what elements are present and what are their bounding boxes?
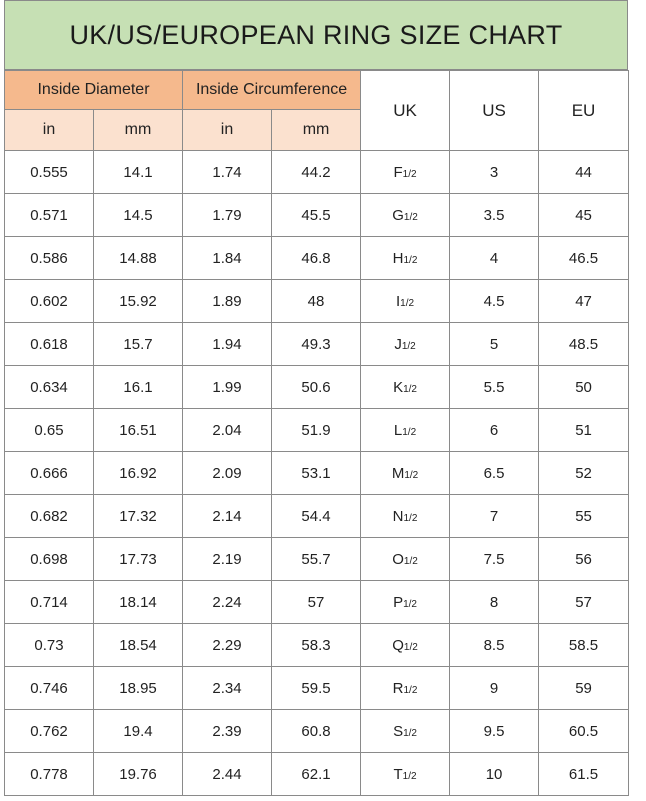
header-inside-diameter: Inside Diameter (5, 71, 183, 110)
uk-size-half: 1/2 (400, 297, 415, 309)
diameter-in-cell: 0.73 (5, 624, 94, 667)
diameter-in-cell: 0.714 (5, 581, 94, 624)
uk-size-letter: N (392, 507, 404, 525)
diameter-mm-cell: 16.1 (94, 366, 183, 409)
uk-size-half: 1/2 (403, 598, 417, 610)
eu-size-cell: 50 (539, 366, 629, 409)
table-row (5, 753, 629, 796)
circumference-in-cell: 2.34 (183, 667, 272, 710)
circumference-mm-cell: 58.3 (272, 624, 361, 667)
uk-size-half: 1/2 (403, 211, 418, 223)
us-size-cell: 10 (450, 753, 539, 796)
uk-size-letter: R (392, 679, 404, 697)
header-us: US (450, 71, 539, 151)
eu-size-cell: 52 (539, 452, 629, 495)
uk-size-letter: H (392, 249, 404, 267)
uk-size-half: 1/2 (403, 641, 418, 653)
circumference-mm-cell: 46.8 (272, 237, 361, 280)
diameter-in-cell: 0.762 (5, 710, 94, 753)
table-row (5, 323, 629, 366)
header-uk: UK (361, 71, 450, 151)
uk-size-letter: I (395, 292, 401, 310)
uk-size-cell (361, 495, 450, 538)
diameter-mm-cell: 17.73 (94, 538, 183, 581)
uk-size-letter: M (391, 464, 405, 482)
uk-size-letter: F (393, 163, 403, 181)
uk-size-letter: J (394, 335, 402, 353)
uk-size-cell (361, 667, 450, 710)
table-row (5, 366, 629, 409)
circumference-mm-cell: 60.8 (272, 710, 361, 753)
circumference-in-cell: 1.79 (183, 194, 272, 237)
uk-size-cell (361, 538, 450, 581)
diameter-mm-cell: 14.88 (94, 237, 183, 280)
diameter-mm-cell: 19.4 (94, 710, 183, 753)
uk-size-letter: G (392, 206, 404, 224)
table-row (5, 409, 629, 452)
eu-size-cell: 46.5 (539, 237, 629, 280)
us-size-cell: 9.5 (450, 710, 539, 753)
uk-size-half: 1/2 (403, 555, 418, 567)
uk-size-cell (361, 581, 450, 624)
circumference-in-cell: 2.44 (183, 753, 272, 796)
uk-size-cell (361, 409, 450, 452)
us-size-cell: 8 (450, 581, 539, 624)
uk-size-cell (361, 323, 450, 366)
diameter-mm-cell: 15.7 (94, 323, 183, 366)
us-size-cell: 9 (450, 667, 539, 710)
uk-size-half: 1/2 (404, 469, 419, 481)
circumference-mm-cell: 62.1 (272, 753, 361, 796)
circumference-in-cell: 2.14 (183, 495, 272, 538)
diameter-in-cell: 0.571 (5, 194, 94, 237)
diameter-mm-cell: 18.54 (94, 624, 183, 667)
circumference-mm-cell: 45.5 (272, 194, 361, 237)
circumference-in-cell: 2.39 (183, 710, 272, 753)
circumference-in-cell: 2.09 (183, 452, 272, 495)
circumference-in-cell: 2.29 (183, 624, 272, 667)
table-row (5, 710, 629, 753)
uk-size-letter: L (393, 421, 403, 439)
eu-size-cell: 58.5 (539, 624, 629, 667)
diameter-mm-cell: 15.92 (94, 280, 183, 323)
us-size-cell: 5.5 (450, 366, 539, 409)
table-row (5, 667, 629, 710)
circumference-mm-cell: 59.5 (272, 667, 361, 710)
uk-size-letter: S (393, 722, 404, 740)
circumference-in-cell: 1.74 (183, 151, 272, 194)
uk-size-letter: P (393, 593, 404, 611)
diameter-in-cell: 0.65 (5, 409, 94, 452)
uk-size-cell (361, 366, 450, 409)
ring-size-chart (4, 0, 628, 796)
eu-size-cell: 59 (539, 667, 629, 710)
header-circumference-in: in (183, 110, 272, 151)
table-row (5, 280, 629, 323)
eu-size-cell: 47 (539, 280, 629, 323)
circumference-mm-cell: 49.3 (272, 323, 361, 366)
header-inside-circumference: Inside Circumference (183, 71, 361, 110)
eu-size-cell: 51 (539, 409, 629, 452)
header-diameter-in: in (5, 110, 94, 151)
header-diameter-mm: mm (94, 110, 183, 151)
circumference-mm-cell: 57 (272, 581, 361, 624)
uk-size-letter: Q (392, 636, 404, 654)
uk-size-half: 1/2 (403, 512, 418, 524)
table-row (5, 151, 629, 194)
header-circumference-mm: mm (272, 110, 361, 151)
table-row (5, 194, 629, 237)
diameter-mm-cell: 19.76 (94, 753, 183, 796)
uk-size-half: 1/2 (402, 770, 417, 782)
diameter-mm-cell: 14.1 (94, 151, 183, 194)
uk-size-half: 1/2 (402, 168, 417, 180)
table-body (5, 151, 629, 796)
uk-size-half: 1/2 (403, 254, 418, 266)
us-size-cell: 7.5 (450, 538, 539, 581)
circumference-in-cell: 1.99 (183, 366, 272, 409)
diameter-mm-cell: 16.92 (94, 452, 183, 495)
eu-size-cell: 45 (539, 194, 629, 237)
circumference-in-cell: 1.94 (183, 323, 272, 366)
diameter-in-cell: 0.682 (5, 495, 94, 538)
uk-size-half: 1/2 (402, 426, 417, 438)
uk-size-letter: T (393, 765, 403, 783)
circumference-mm-cell: 53.1 (272, 452, 361, 495)
uk-size-cell (361, 753, 450, 796)
circumference-mm-cell: 51.9 (272, 409, 361, 452)
circumference-in-cell: 2.24 (183, 581, 272, 624)
diameter-in-cell: 0.586 (5, 237, 94, 280)
us-size-cell: 5 (450, 323, 539, 366)
table-row (5, 581, 629, 624)
us-size-cell: 6 (450, 409, 539, 452)
diameter-mm-cell: 16.51 (94, 409, 183, 452)
diameter-in-cell: 0.618 (5, 323, 94, 366)
uk-size-half: 1/2 (403, 383, 417, 395)
diameter-in-cell: 0.666 (5, 452, 94, 495)
eu-size-cell: 60.5 (539, 710, 629, 753)
us-size-cell: 4.5 (450, 280, 539, 323)
uk-size-letter: K (393, 378, 404, 396)
uk-size-half: 1/2 (403, 684, 418, 696)
table-row (5, 538, 629, 581)
diameter-mm-cell: 18.14 (94, 581, 183, 624)
us-size-cell: 3 (450, 151, 539, 194)
diameter-mm-cell: 17.32 (94, 495, 183, 538)
circumference-in-cell: 2.04 (183, 409, 272, 452)
table-row (5, 237, 629, 280)
circumference-mm-cell: 55.7 (272, 538, 361, 581)
eu-size-cell: 61.5 (539, 753, 629, 796)
eu-size-cell: 56 (539, 538, 629, 581)
uk-size-cell (361, 237, 450, 280)
diameter-mm-cell: 18.95 (94, 667, 183, 710)
eu-size-cell: 55 (539, 495, 629, 538)
circumference-in-cell: 1.84 (183, 237, 272, 280)
us-size-cell: 3.5 (450, 194, 539, 237)
uk-size-cell (361, 280, 450, 323)
uk-size-cell (361, 624, 450, 667)
table-row (5, 452, 629, 495)
circumference-mm-cell: 50.6 (272, 366, 361, 409)
ring-size-table (4, 70, 629, 796)
eu-size-cell: 44 (539, 151, 629, 194)
uk-size-letter: O (392, 550, 404, 568)
us-size-cell: 8.5 (450, 624, 539, 667)
us-size-cell: 4 (450, 237, 539, 280)
diameter-in-cell: 0.698 (5, 538, 94, 581)
diameter-mm-cell: 14.5 (94, 194, 183, 237)
table-row (5, 624, 629, 667)
eu-size-cell: 48.5 (539, 323, 629, 366)
header-eu: EU (539, 71, 629, 151)
circumference-mm-cell: 54.4 (272, 495, 361, 538)
diameter-in-cell: 0.634 (5, 366, 94, 409)
circumference-in-cell: 2.19 (183, 538, 272, 581)
diameter-in-cell: 0.778 (5, 753, 94, 796)
circumference-in-cell: 1.89 (183, 280, 272, 323)
chart-title: UK/US/EUROPEAN RING SIZE CHART (4, 0, 628, 70)
eu-size-cell: 57 (539, 581, 629, 624)
us-size-cell: 7 (450, 495, 539, 538)
uk-size-cell (361, 194, 450, 237)
uk-size-half: 1/2 (401, 340, 416, 352)
diameter-in-cell: 0.555 (5, 151, 94, 194)
circumference-mm-cell: 44.2 (272, 151, 361, 194)
uk-size-cell (361, 151, 450, 194)
uk-size-half: 1/2 (403, 727, 417, 739)
table-row (5, 495, 629, 538)
uk-size-cell (361, 452, 450, 495)
uk-size-cell (361, 710, 450, 753)
diameter-in-cell: 0.746 (5, 667, 94, 710)
diameter-in-cell: 0.602 (5, 280, 94, 323)
us-size-cell: 6.5 (450, 452, 539, 495)
circumference-mm-cell: 48 (272, 280, 361, 323)
